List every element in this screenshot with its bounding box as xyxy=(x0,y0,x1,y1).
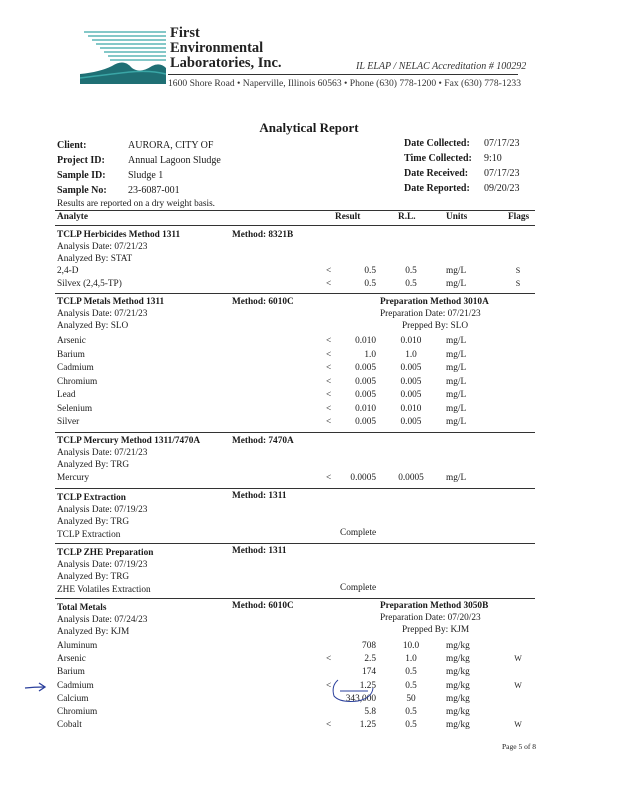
total-row-result: 343,000 xyxy=(345,693,376,704)
col-result: Result xyxy=(335,212,361,222)
total-prep-by: Prepped By: KJM xyxy=(402,625,470,635)
accreditation: IL ELAP / NELAC Accreditation # 100292 xyxy=(356,61,527,72)
herb-row-units: mg/L xyxy=(446,279,467,289)
total-row-flag: W xyxy=(514,720,522,730)
total-row-units: mg/kg xyxy=(446,667,470,678)
metals-row-rl: 0.005 xyxy=(400,417,422,427)
mercury-row-qualifier: < xyxy=(326,473,332,483)
total-row-units: mg/kg xyxy=(446,680,470,691)
metals-row-rl: 0.005 xyxy=(400,363,422,373)
metals-row-analyte: Arsenic xyxy=(57,336,86,346)
sample-id-label: Sample ID: xyxy=(57,170,106,181)
total-row-result: 174 xyxy=(362,667,376,678)
handwritten-underline xyxy=(340,689,368,693)
total-row-result: 2.5 xyxy=(364,654,376,665)
total-row-rl: 0.5 xyxy=(405,720,417,731)
metals-row-result: 0.005 xyxy=(355,390,376,400)
herb-method: Method: 8321B xyxy=(232,230,294,240)
lab-name xyxy=(170,26,282,71)
metals-row-qualifier: < xyxy=(326,349,332,360)
total-row-units: mg/kg xyxy=(446,707,470,717)
total-row-analyte: Calcium xyxy=(57,693,89,704)
lab-name-line2: Environmental xyxy=(170,40,264,56)
total-row-analyte: Cobalt xyxy=(57,720,82,731)
total-row-result: 5.8 xyxy=(364,707,376,717)
received-value: 07/17/23 xyxy=(484,168,520,179)
total-row-result: 1.25 xyxy=(359,720,376,731)
extraction-analyte: TCLP Extraction xyxy=(57,530,121,540)
zhe-result: Complete xyxy=(340,583,377,593)
total-row-result: 1.25 xyxy=(359,680,376,691)
mercury-date: Analysis Date: 07/21/23 xyxy=(57,448,148,458)
total-prep-date: Preparation Date: 07/20/23 xyxy=(380,613,481,623)
total-row-qualifier: < xyxy=(326,720,332,731)
total-row-rl: 0.5 xyxy=(405,680,417,691)
metals-name: TCLP Metals Method 1311 xyxy=(57,297,165,307)
metals-row-units: mg/L xyxy=(446,376,467,387)
metals-row-analyte: Chromium xyxy=(57,376,98,387)
page-number: Page 5 of 8 xyxy=(502,742,536,751)
sample-id-value: Sludge 1 xyxy=(128,170,164,181)
metals-row-rl: 0.010 xyxy=(400,403,422,414)
metals-by: Analyzed By: SLO xyxy=(57,321,129,331)
extraction-by: Analyzed By: TRG xyxy=(57,517,130,527)
metals-date: Analysis Date: 07/21/23 xyxy=(57,309,148,319)
total-row-flag: W xyxy=(514,680,522,690)
mercury-row-units: mg/L xyxy=(446,473,467,483)
metals-row-qualifier: < xyxy=(326,390,332,400)
mercury-row-rl: 0.0005 xyxy=(398,473,424,483)
herb-name: TCLP Herbicides Method 1311 xyxy=(57,230,181,240)
total-row-rl: 0.5 xyxy=(405,667,417,678)
metals-row-units: mg/L xyxy=(446,336,467,346)
header-rule xyxy=(168,74,518,75)
herb-row-qualifier: < xyxy=(326,279,332,289)
herb-date: Analysis Date: 07/21/23 xyxy=(57,242,148,252)
lab-address: 1600 Shore Road • Naperville, Illinois 60563 • Phone (630) 778-1200 • Fax (630) 778-1233 xyxy=(168,78,522,89)
total-row-analyte: Chromium xyxy=(57,707,98,717)
client-value: AURORA, CITY OF xyxy=(128,140,214,151)
total-row-units: mg/kg xyxy=(446,693,470,704)
metals-row-result: 0.010 xyxy=(355,403,376,414)
col-flags: Flags xyxy=(508,212,530,222)
total-row-result: 708 xyxy=(362,641,376,651)
herb-row-analyte: 2,4-D xyxy=(57,266,79,276)
total-prep: Preparation Method 3050B xyxy=(380,601,489,611)
zhe-by: Analyzed By: TRG xyxy=(57,572,130,582)
metals-row-analyte: Silver xyxy=(57,417,80,427)
total-row-rl: 10.0 xyxy=(402,641,420,651)
total-row-units: mg/kg xyxy=(446,654,470,665)
total-row-units: mg/kg xyxy=(446,641,470,651)
zhe-name: TCLP ZHE Preparation xyxy=(57,548,154,558)
table-top-rule xyxy=(55,210,535,211)
rule-1 xyxy=(55,293,535,294)
metals-row-qualifier: < xyxy=(326,403,332,414)
herb-by: Analyzed By: STAT xyxy=(57,254,133,264)
rule-3 xyxy=(55,488,535,489)
total-row-qualifier: < xyxy=(326,654,332,665)
metals-row-analyte: Lead xyxy=(57,390,76,400)
report-title: Analytical Report xyxy=(259,120,359,135)
rule-2 xyxy=(55,432,535,433)
collected-label: Date Collected: xyxy=(404,138,470,149)
metals-row-result: 0.005 xyxy=(355,376,376,387)
herb-row-units: mg/L xyxy=(446,266,467,276)
total-row-rl: 0.5 xyxy=(405,707,417,717)
herb-row-rl: 0.5 xyxy=(405,279,417,289)
reported-label: Date Reported: xyxy=(404,183,470,194)
zhe-date: Analysis Date: 07/19/23 xyxy=(57,560,148,570)
total-row-analyte: Arsenic xyxy=(57,654,86,665)
total-by: Analyzed By: KJM xyxy=(57,627,130,637)
extraction-method: Method: 1311 xyxy=(232,491,287,501)
handwritten-arrow-icon xyxy=(24,681,48,693)
metals-row-qualifier: < xyxy=(326,336,332,346)
metals-row-units: mg/L xyxy=(446,417,467,427)
lab-name-line3: Laboratories, Inc. xyxy=(170,55,282,71)
metals-row-rl: 0.010 xyxy=(400,336,422,346)
metals-row-result: 0.005 xyxy=(355,417,376,427)
metals-row-result: 0.010 xyxy=(355,336,376,346)
metals-row-qualifier: < xyxy=(326,363,332,373)
herb-row-rl: 0.5 xyxy=(405,266,417,276)
dry-weight-note: Results are reported on a dry weight basis. xyxy=(57,199,216,209)
project-value: Annual Lagoon Sludge xyxy=(128,155,221,166)
sample-no-value: 23-6087-001 xyxy=(128,185,180,196)
total-row-analyte: Aluminum xyxy=(57,641,98,651)
col-rl: R.L. xyxy=(398,212,416,222)
total-name: Total Metals xyxy=(57,603,107,613)
received-label: Date Received: xyxy=(404,168,469,179)
herb-row-qualifier: < xyxy=(326,266,332,276)
metals-row-qualifier: < xyxy=(326,376,332,387)
herb-row-analyte: Silvex (2,4,5-TP) xyxy=(57,279,122,289)
metals-row-units: mg/L xyxy=(446,403,467,414)
metals-row-analyte: Cadmium xyxy=(57,363,94,373)
total-row-units: mg/kg xyxy=(446,720,470,731)
metals-row-rl: 0.005 xyxy=(400,390,422,400)
metals-prep-date: Preparation Date: 07/21/23 xyxy=(380,309,481,319)
metals-row-units: mg/L xyxy=(446,363,467,373)
herb-row-result: 0.5 xyxy=(364,279,376,289)
total-row-flag: W xyxy=(514,654,522,664)
metals-row-analyte: Barium xyxy=(57,349,85,360)
mercury-by: Analyzed By: TRG xyxy=(57,460,130,470)
reported-value: 09/20/23 xyxy=(484,183,520,194)
metals-row-qualifier: < xyxy=(326,417,332,427)
mercury-method: Method: 7470A xyxy=(232,436,294,446)
metals-row-analyte: Selenium xyxy=(57,403,93,414)
metals-prep-by: Prepped By: SLO xyxy=(402,321,469,331)
metals-method: Method: 6010C xyxy=(232,297,294,307)
metals-row-result: 1.0 xyxy=(364,349,376,360)
lab-name-line1: First xyxy=(170,25,200,41)
col-units: Units xyxy=(446,212,468,222)
extraction-name: TCLP Extraction xyxy=(57,493,126,503)
metals-row-rl: 0.005 xyxy=(400,376,422,387)
metals-row-units: mg/L xyxy=(446,390,467,400)
sample-no-label: Sample No: xyxy=(57,185,107,196)
client-label: Client: xyxy=(57,140,87,151)
project-label: Project ID: xyxy=(57,155,105,166)
zhe-analyte: ZHE Volatiles Extraction xyxy=(57,585,151,595)
metals-row-result: 0.005 xyxy=(355,363,376,373)
mercury-row-result: 0.0005 xyxy=(350,473,376,483)
table-header-rule xyxy=(55,225,535,226)
extraction-date: Analysis Date: 07/19/23 xyxy=(57,505,148,515)
mercury-name: TCLP Mercury Method 1311/7470A xyxy=(57,436,201,446)
time-label: Time Collected: xyxy=(404,153,472,164)
total-method: Method: 6010C xyxy=(232,601,294,611)
rule-4 xyxy=(55,543,535,544)
total-row-qualifier: < xyxy=(326,680,332,691)
metals-row-units: mg/L xyxy=(446,349,467,360)
herb-row-flag: S xyxy=(515,266,521,275)
extraction-result: Complete xyxy=(340,528,377,538)
total-date: Analysis Date: 07/24/23 xyxy=(57,615,148,625)
lab-logo xyxy=(80,28,166,84)
collected-value: 07/17/23 xyxy=(484,138,520,149)
mercury-row-analyte: Mercury xyxy=(57,473,90,483)
total-row-rl: 50 xyxy=(406,693,416,704)
herb-row-flag: S xyxy=(515,279,521,288)
total-row-analyte: Barium xyxy=(57,667,85,678)
metals-row-rl: 1.0 xyxy=(405,349,417,360)
col-analyte: Analyte xyxy=(57,212,88,222)
herb-row-result: 0.5 xyxy=(364,266,376,276)
rule-5 xyxy=(55,598,535,599)
time-value: 9:10 xyxy=(484,153,502,164)
zhe-method: Method: 1311 xyxy=(232,546,287,556)
total-row-analyte: Cadmium xyxy=(57,680,94,691)
total-row-rl: 1.0 xyxy=(405,654,417,665)
metals-prep: Preparation Method 3010A xyxy=(380,297,489,307)
